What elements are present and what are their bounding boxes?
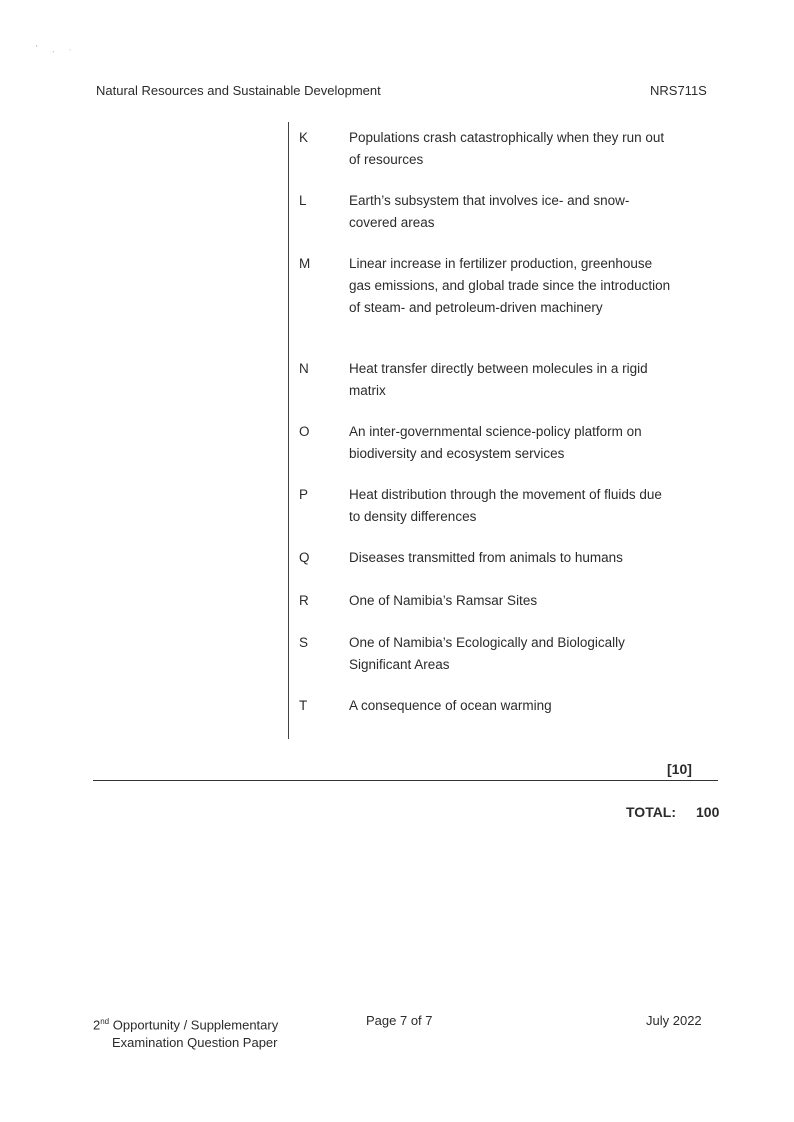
matching-list (288, 122, 709, 739)
list-item (289, 127, 709, 171)
item-letter: R (299, 593, 309, 608)
exam-date: July 2022 (646, 1013, 702, 1028)
item-letter: L (299, 193, 307, 208)
list-item (289, 421, 709, 465)
item-description: Diseases transmitted from animals to humans (349, 550, 623, 565)
item-description: Heat transfer directly between molecules in a rigid matrix (349, 361, 648, 398)
item-description: An inter-governmental science-policy platform on biodiversity and ecosystem services (349, 424, 642, 461)
paper-type: Examination Question Paper (112, 1035, 278, 1051)
item-description: Heat distribution through the movement of fluids due to density differences (349, 487, 662, 524)
item-description: A consequence of ocean warming (349, 698, 552, 713)
total-value: 100 (696, 804, 720, 820)
list-item (289, 190, 709, 234)
opportunity-number: 2 (93, 1017, 101, 1033)
item-letter: M (299, 256, 311, 271)
item-letter: N (299, 361, 309, 376)
item-description: One of Namibia’s Ecologically and Biologically Significant Areas (349, 635, 625, 672)
horizontal-rule (93, 780, 718, 781)
question-marks: [10] (667, 761, 692, 777)
item-letter: K (299, 130, 309, 145)
opportunity-text: Opportunity / Supplementary (109, 1017, 279, 1033)
item-letter: S (299, 635, 309, 650)
list-item (289, 590, 709, 612)
item-description: Linear increase in fertilizer production, greenhouse gas emissions, and global trade since the introduction of steam- and petroleum-driven machinery (349, 256, 671, 315)
footer-opportunity (93, 1013, 278, 1052)
scan-specks: ' ˏ ˒ (36, 44, 78, 53)
item-description: One of Namibia’s Ramsar Sites (349, 593, 538, 608)
item-letter: O (299, 424, 310, 439)
item-letter: Q (299, 550, 310, 565)
item-letter: T (299, 698, 308, 713)
list-item (289, 358, 709, 402)
list-item (289, 547, 709, 569)
list-item (289, 695, 709, 717)
course-title: Natural Resources and Sustainable Development (96, 83, 381, 98)
list-item (289, 632, 709, 676)
list-item (289, 253, 709, 319)
opportunity-suffix: nd (100, 1017, 110, 1026)
page-number: Page 7 of 7 (366, 1013, 433, 1028)
total-label: TOTAL: (626, 804, 677, 820)
item-letter: P (299, 487, 309, 502)
list-item (289, 484, 709, 528)
item-description: Populations crash catastrophically when they run out of resources (349, 130, 665, 167)
item-description: Earth’s subsystem that involves ice- and snow-covered areas (349, 193, 630, 230)
course-code: NRS711S (650, 83, 707, 98)
